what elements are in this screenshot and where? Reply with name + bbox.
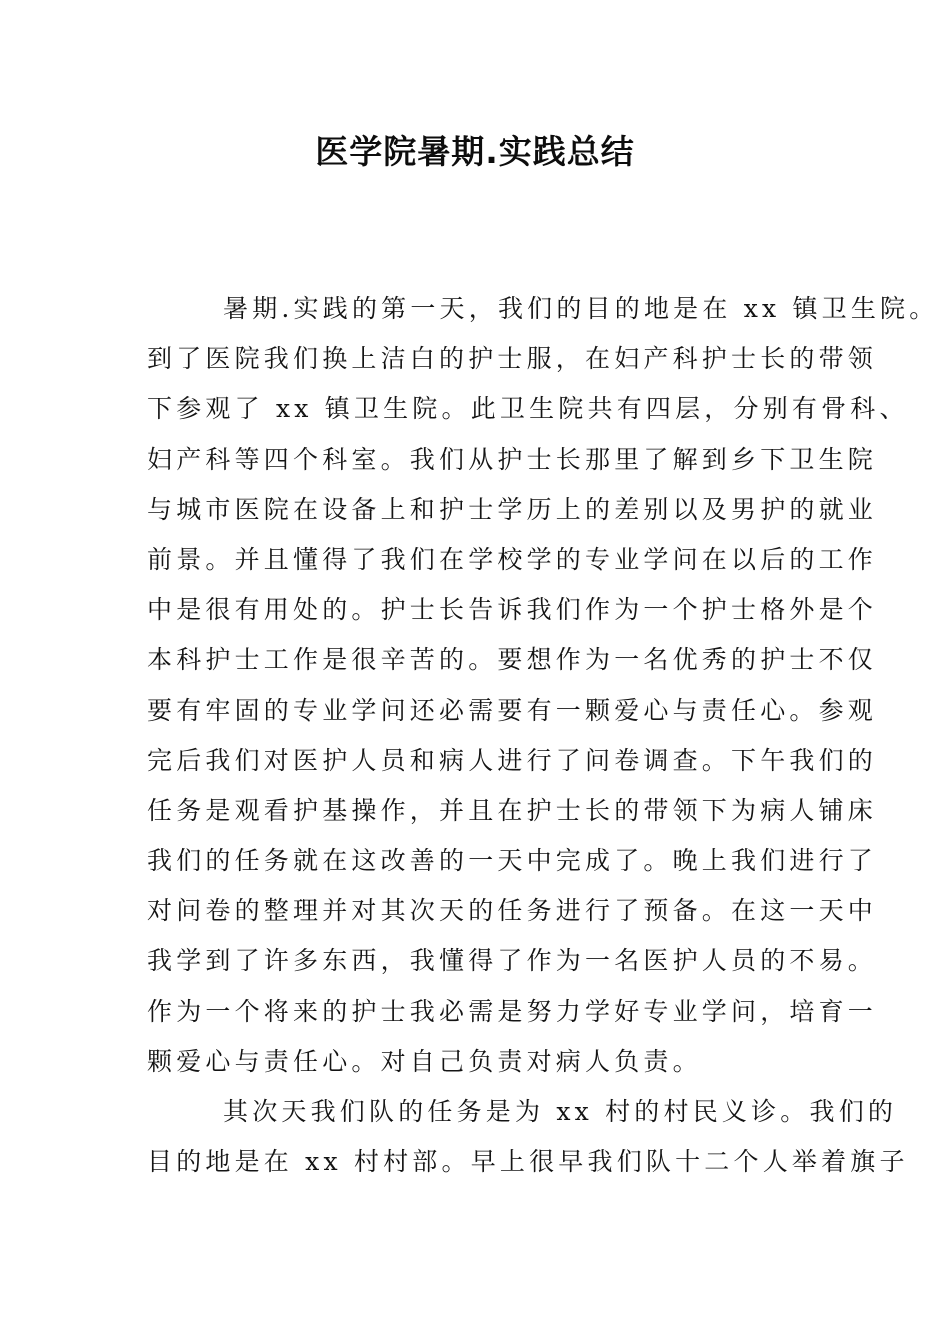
paragraph-line: 妇产科等四个科室。我们从护士长那里了解到乡下卫生院 xyxy=(147,444,878,474)
paragraph-line: 暑期.实践的第一天，我们的目的地是在 xx 镇卫生院。 xyxy=(223,294,939,323)
paragraph-line: 目的地是在 xx 村村部。早上很早我们队十二个人举着旗子 xyxy=(147,1147,909,1177)
paragraph-line: 中是很有用处的。护士长告诉我们作为一个护士格外是个 xyxy=(147,595,878,625)
paragraph-line: 与城市医院在设备上和护士学历上的差别以及男护的就业 xyxy=(147,494,878,524)
document-title: 医学院暑期.实践总结 xyxy=(315,132,635,171)
paragraph-line: 任务是观看护基操作，并且在护士长的带领下为病人铺床 xyxy=(147,795,878,825)
paragraph-line: 下参观了 xx 镇卫生院。此卫生院共有四层，分别有骨科、 xyxy=(147,394,909,424)
paragraph-line: 到了医院我们换上洁白的护士服，在妇产科护士长的带领 xyxy=(147,344,878,374)
paragraph-line: 要有牢固的专业学问还必需要有一颗爱心与责任心。参观 xyxy=(147,695,878,725)
paragraph-line: 对问卷的整理并对其次天的任务进行了预备。在这一天中 xyxy=(147,896,878,926)
paragraph-line: 我学到了许多东西，我懂得了作为一名医护人员的不易。 xyxy=(147,946,878,976)
paragraph-line: 我们的任务就在这改善的一天中完成了。晚上我们进行了 xyxy=(147,846,878,876)
paragraph-line: 作为一个将来的护士我必需是努力学好专业学问，培育一 xyxy=(147,996,878,1026)
paragraph-line: 其次天我们队的任务是为 xx 村的村民义诊。我们的 xyxy=(223,1097,898,1126)
paragraph-line: 本科护士工作是很辛苦的。要想作为一名优秀的护士不仅 xyxy=(147,645,878,675)
paragraph-line: 前景。并且懂得了我们在学校学的专业学问在以后的工作 xyxy=(147,544,878,574)
document-body xyxy=(147,284,939,1187)
paragraph-line: 颗爱心与责任心。对自己负责对病人负责。 xyxy=(147,1046,702,1076)
paragraph-line: 完后我们对医护人员和病人进行了问卷调查。下午我们的 xyxy=(147,745,878,775)
